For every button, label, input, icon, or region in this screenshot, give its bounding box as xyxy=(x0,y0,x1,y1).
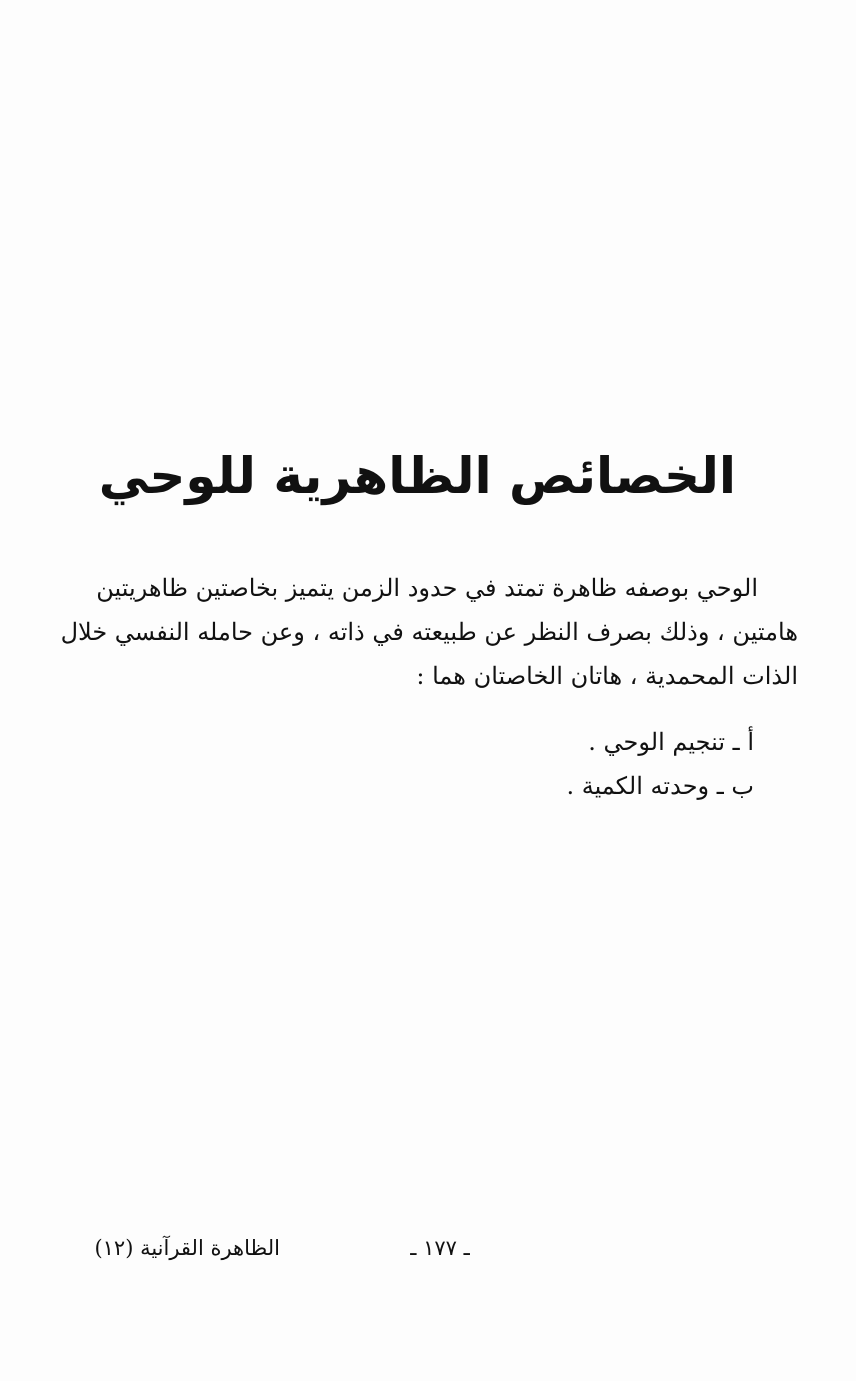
list-item: أ ـ تنجيم الوحي . xyxy=(588,728,754,756)
characteristics-list xyxy=(400,720,754,808)
paragraph-line: هامتين ، وذلك بصرف النظر عن طبيعته في ذاته ، وعن حامله النفسي خلال xyxy=(60,618,798,646)
paragraph-line: الذات المحمدية ، هاتان الخاصتان هما : xyxy=(416,662,798,690)
paragraph-line: الوحي بوصفه ظاهرة تمتد في حدود الزمن يتميز بخاصتين ظاهريتين xyxy=(96,574,758,602)
footer-source: الظاهرة القرآنية (١٢) xyxy=(94,1236,280,1260)
body-paragraph xyxy=(60,566,798,698)
list-item: ب ـ وحدته الكمية . xyxy=(566,772,754,800)
chapter-heading: الخصائص الظاهرية للوحي xyxy=(98,447,736,505)
page-number: ـ ١٧٧ ـ xyxy=(410,1236,470,1260)
